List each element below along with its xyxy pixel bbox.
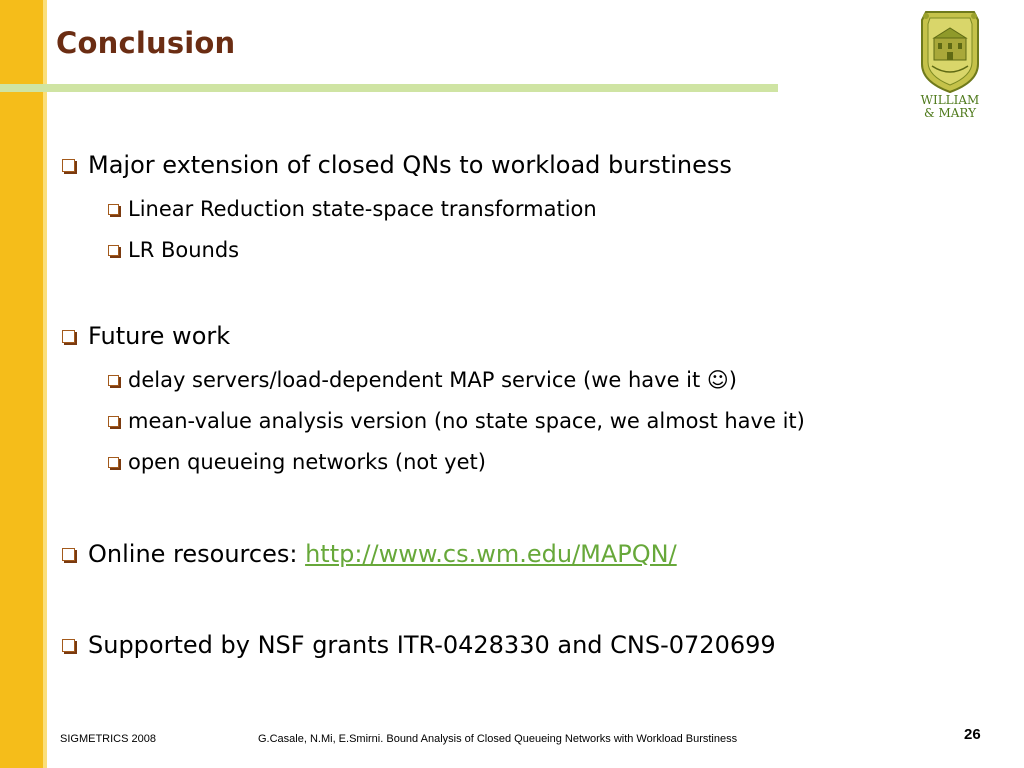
checkbox-bullet-icon <box>108 457 119 468</box>
checkbox-bullet-icon <box>62 639 75 652</box>
checkbox-bullet-icon <box>108 375 119 386</box>
bullet-item <box>62 322 230 350</box>
checkbox-bullet-icon <box>108 245 119 256</box>
checkbox-bullet-icon <box>108 416 119 427</box>
sub-bullet-item <box>108 197 597 221</box>
bullet-text: delay servers/load-dependent MAP service (we have it ☺) <box>128 368 737 392</box>
checkbox-bullet-icon <box>108 204 119 215</box>
bullet-text: Future work <box>88 322 231 350</box>
bullet-text: LR Bounds <box>128 238 240 262</box>
checkbox-bullet-icon <box>62 548 75 561</box>
title-divider <box>0 84 778 92</box>
crest-shield-icon <box>922 12 978 92</box>
bullet-text: Major extension of closed QNs to workload burstiness <box>88 151 732 179</box>
logo-text-line2: & MARY <box>923 106 977 120</box>
left-accent-bar-edge <box>43 0 47 768</box>
logo-text-line1: WILLIAM <box>920 93 980 107</box>
bullet-item <box>62 540 677 568</box>
william-mary-logo <box>912 8 988 120</box>
page-number: 26 <box>964 726 981 743</box>
footer-conference: SIGMETRICS 2008 <box>60 733 156 745</box>
resources-link[interactable]: http://www.cs.wm.edu/MAPQN/ <box>305 540 677 568</box>
sub-bullet-item <box>108 238 239 262</box>
footer-citation: G.Casale, N.Mi, E.Smirni. Bound Analysis of Closed Queueing Networks with Workload Burstiness <box>258 733 738 745</box>
bullet-text: open queueing networks (not yet) <box>128 450 486 474</box>
slide-title: Conclusion <box>56 26 236 60</box>
bullet-text: Online resources: <box>88 540 306 568</box>
sub-bullet-item <box>108 409 805 433</box>
bullet-item <box>62 631 776 659</box>
bullet-text: Linear Reduction state-space transformation <box>128 197 597 221</box>
bullet-text: Supported by NSF grants ITR-0428330 and CNS-0720699 <box>88 631 776 659</box>
bullet-item <box>62 151 732 179</box>
bullet-text: mean-value analysis version (no state space, we almost have it) <box>128 409 805 433</box>
left-accent-bar <box>0 0 43 768</box>
checkbox-bullet-icon <box>62 330 75 343</box>
checkbox-bullet-icon <box>62 159 75 172</box>
sub-bullet-item <box>108 368 737 392</box>
sub-bullet-item <box>108 450 486 474</box>
